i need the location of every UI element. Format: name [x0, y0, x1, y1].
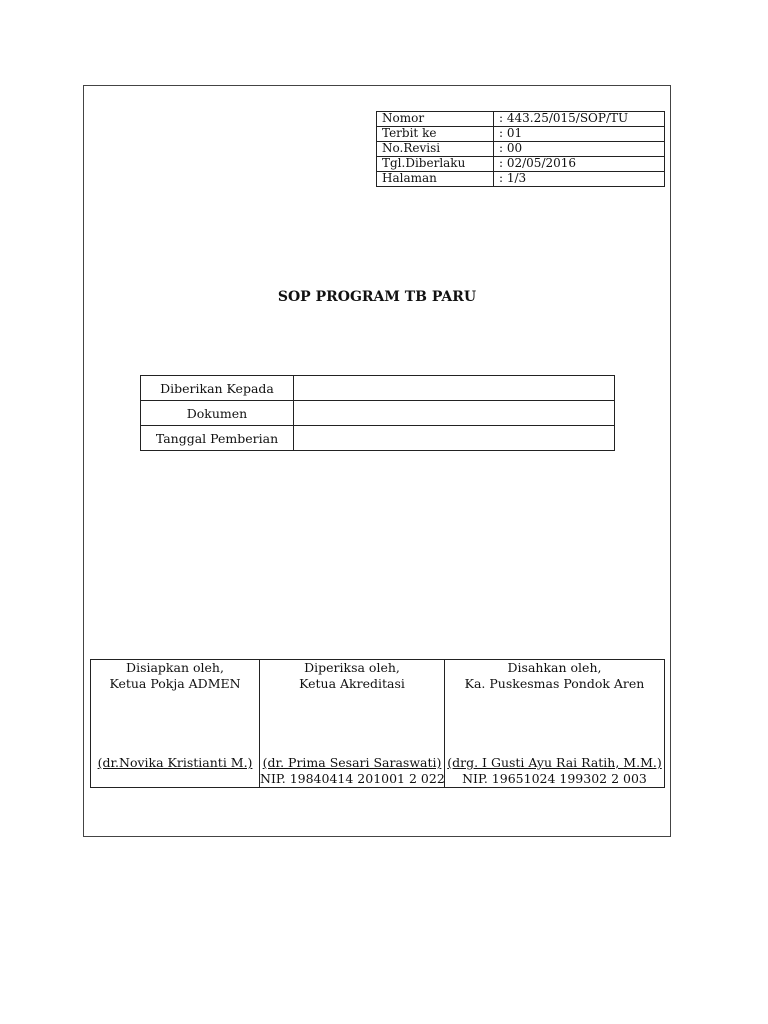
signature-nip: NIP. 19651024 199302 2 003 [462, 771, 647, 786]
meta-row-revisi [377, 142, 665, 157]
signature-block-approved [445, 660, 665, 788]
distribution-table [140, 375, 615, 451]
signature-role: Diperiksa oleh, [304, 660, 400, 675]
distribution-label: Dokumen [141, 401, 294, 426]
meta-label: No.Revisi [377, 142, 494, 157]
meta-label: Tgl.Diberlaku [377, 157, 494, 172]
signature-name: (dr. Prima Sesari Saraswati) [262, 755, 442, 770]
distribution-row [141, 401, 615, 426]
signature-role: Disiapkan oleh, [126, 660, 224, 675]
distribution-label: Diberikan Kepada [141, 376, 294, 401]
meta-value: : 443.25/015/SOP/TU [494, 112, 665, 127]
meta-label: Halaman [377, 172, 494, 187]
meta-label: Nomor [377, 112, 494, 127]
distribution-row [141, 426, 615, 451]
meta-row-tanggal [377, 157, 665, 172]
signature-table [90, 659, 665, 788]
distribution-value [294, 376, 615, 401]
meta-value: : 01 [494, 127, 665, 142]
distribution-value [294, 401, 615, 426]
meta-row-terbit [377, 127, 665, 142]
document-title: SOP PROGRAM TB PARU [277, 289, 477, 305]
distribution-value [294, 426, 615, 451]
meta-row-nomor [377, 112, 665, 127]
distribution-label: Tanggal Pemberian [141, 426, 294, 451]
meta-value: : 00 [494, 142, 665, 157]
signature-nip [91, 771, 259, 787]
signature-position: Ketua Akreditasi [299, 676, 405, 691]
meta-row-halaman [377, 172, 665, 187]
signature-name: (drg. I Gusti Ayu Rai Ratih, M.M.) [447, 755, 662, 770]
signature-block-reviewed [260, 660, 445, 788]
signature-block-prepared [91, 660, 260, 788]
signature-role: Disahkan oleh, [507, 660, 602, 675]
meta-value: : 02/05/2016 [494, 157, 665, 172]
meta-value: : 1/3 [494, 172, 665, 187]
signature-nip: NIP. 19840414 201001 2 022 [260, 771, 445, 786]
meta-label: Terbit ke [377, 127, 494, 142]
signature-name: (dr.Novika Kristianti M.) [97, 755, 253, 770]
distribution-row [141, 376, 615, 401]
signature-position: Ketua Pokja ADMEN [109, 676, 241, 691]
document-meta-table [376, 111, 665, 187]
signature-position: Ka. Puskesmas Pondok Aren [464, 676, 645, 691]
